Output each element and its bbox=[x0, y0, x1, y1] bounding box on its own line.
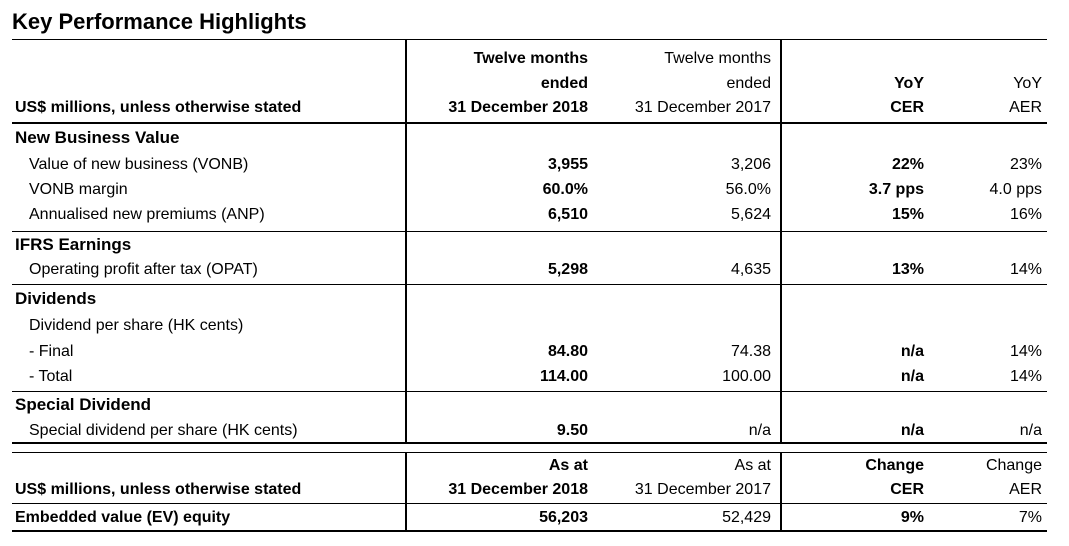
rule-top bbox=[12, 39, 1047, 40]
row-final-aer: 14% bbox=[1009, 343, 1042, 360]
row-opat-2018: 5,298 bbox=[547, 261, 588, 278]
col-divider-right-2 bbox=[780, 452, 782, 532]
rule-div-bottom bbox=[12, 391, 1047, 392]
row-ev-cer: 9% bbox=[900, 509, 924, 526]
header-col2-line2: ended bbox=[726, 75, 771, 92]
header-units-label: US$ millions, unless otherwise stated bbox=[15, 99, 302, 116]
rule-header2-top bbox=[12, 452, 1047, 453]
rule-bottom bbox=[12, 530, 1047, 532]
header-col4-line2: AER bbox=[1009, 99, 1042, 116]
row-label-dps: Dividend per share (HK cents) bbox=[29, 317, 244, 334]
header-col1-line1: Twelve months bbox=[473, 50, 588, 67]
row-label-ev: Embedded value (EV) equity bbox=[15, 509, 231, 526]
row-final-2018: 84.80 bbox=[547, 343, 588, 360]
header-col1-line3: 31 December 2018 bbox=[448, 99, 588, 116]
row-final-2017: 74.38 bbox=[730, 343, 771, 360]
header2-col4-line2: AER bbox=[1009, 481, 1042, 498]
row-ev-2017: 52,429 bbox=[722, 509, 771, 526]
row-opat-cer: 13% bbox=[891, 261, 924, 278]
row-total-2017: 100.00 bbox=[722, 368, 771, 385]
row-special-2018: 9.50 bbox=[556, 422, 588, 439]
row-total-aer: 14% bbox=[1009, 368, 1042, 385]
row-total-2018: 114.00 bbox=[539, 368, 588, 385]
rule-header2-bottom bbox=[12, 503, 1047, 504]
row-final-cer: n/a bbox=[900, 343, 924, 360]
row-label-special-dps: Special dividend per share (HK cents) bbox=[29, 422, 298, 439]
header-col1-line2: ended bbox=[540, 75, 588, 92]
row-vonb-margin-cer: 3.7 pps bbox=[868, 181, 924, 198]
section-title-special: Special Dividend bbox=[15, 395, 152, 414]
header2-col4-line1: Change bbox=[985, 457, 1042, 474]
row-anp-cer: 15% bbox=[891, 206, 924, 223]
header-col4-line1: YoY bbox=[1013, 75, 1042, 92]
row-special-aer: n/a bbox=[1019, 422, 1042, 439]
row-vonb-aer: 23% bbox=[1009, 156, 1042, 173]
row-label-anp: Annualised new premiums (ANP) bbox=[29, 206, 265, 223]
row-anp-aer: 16% bbox=[1009, 206, 1042, 223]
rule-nbv-bottom bbox=[12, 231, 1047, 232]
header2-col3-line1: Change bbox=[865, 457, 924, 474]
header-col3-line1: YoY bbox=[894, 75, 924, 92]
row-label-opat: Operating profit after tax (OPAT) bbox=[29, 261, 258, 278]
header2-col1-line2: 31 December 2018 bbox=[448, 481, 588, 498]
rule-header1-bottom bbox=[12, 122, 1047, 124]
col-divider-left bbox=[405, 39, 407, 443]
header2-col2-line2: 31 December 2017 bbox=[634, 481, 771, 498]
header2-col2-line1: As at bbox=[734, 457, 771, 474]
section-title-dividends: Dividends bbox=[15, 289, 97, 308]
header-col2-line3: 31 December 2017 bbox=[634, 99, 771, 116]
row-ev-aer: 7% bbox=[1018, 509, 1042, 526]
section-title-nbv: New Business Value bbox=[15, 128, 180, 147]
page-title: Key Performance Highlights bbox=[12, 9, 307, 34]
row-vonb-margin-aer: 4.0 pps bbox=[989, 181, 1042, 198]
rule-special-bottom bbox=[12, 442, 1047, 444]
col-divider-right bbox=[780, 39, 782, 443]
row-vonb-2017: 3,206 bbox=[730, 156, 771, 173]
row-special-cer: n/a bbox=[900, 422, 924, 439]
section-title-ifrs: IFRS Earnings bbox=[15, 235, 132, 254]
row-anp-2018: 6,510 bbox=[547, 206, 588, 223]
row-opat-aer: 14% bbox=[1009, 261, 1042, 278]
header2-col3-line2: CER bbox=[890, 481, 924, 498]
row-vonb-2018: 3,955 bbox=[547, 156, 588, 173]
row-vonb-cer: 22% bbox=[891, 156, 924, 173]
row-label-vonb-margin: VONB margin bbox=[29, 181, 128, 198]
header-col2-line1: Twelve months bbox=[664, 50, 771, 67]
header2-units-label: US$ millions, unless otherwise stated bbox=[15, 481, 302, 498]
row-vonb-margin-2018: 60.0% bbox=[542, 181, 588, 198]
header-col3-line2: CER bbox=[890, 99, 924, 116]
row-opat-2017: 4,635 bbox=[730, 261, 771, 278]
rule-ifrs-bottom bbox=[12, 284, 1047, 285]
header2-col1-line1: As at bbox=[548, 457, 588, 474]
row-label-vonb: Value of new business (VONB) bbox=[29, 156, 249, 173]
row-total-cer: n/a bbox=[900, 368, 924, 385]
row-special-2017: n/a bbox=[748, 422, 771, 439]
col-divider-left-2 bbox=[405, 452, 407, 532]
row-ev-2018: 56,203 bbox=[539, 509, 588, 526]
row-label-final: - Final bbox=[29, 343, 74, 360]
row-vonb-margin-2017: 56.0% bbox=[725, 181, 771, 198]
row-anp-2017: 5,624 bbox=[730, 206, 771, 223]
row-label-total: - Total bbox=[29, 368, 73, 385]
